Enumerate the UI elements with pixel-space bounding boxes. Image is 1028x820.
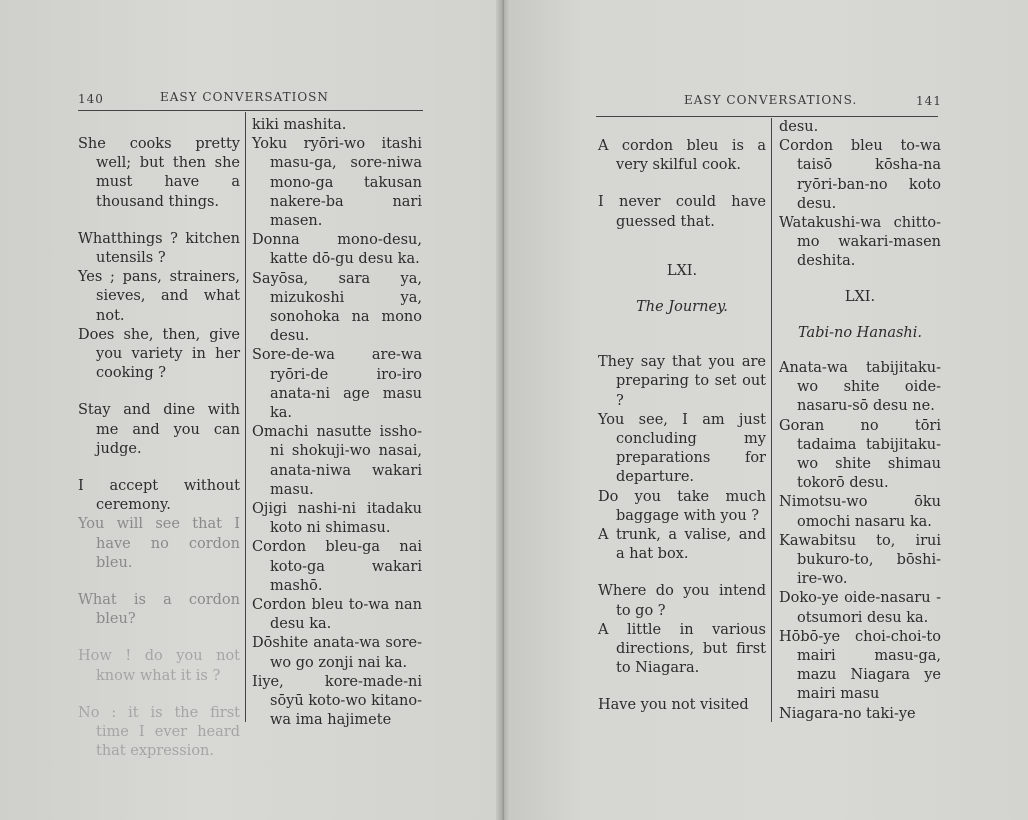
right-english-column [598,137,766,716]
lesson-title: The Journey. [636,299,728,316]
lesson-number: LXI. [844,288,876,305]
right-page-number: 141 [916,94,942,108]
english-line: What is a cordon bleu? [78,592,240,628]
left-english-column [78,135,240,761]
left-running-head: EASY CONVERSATIOSN [160,90,329,104]
japanese-line: Anata-wa tabijitaku-wo shite oide-nasaru-sō desu ne. [779,360,941,415]
japanese-line: Ojigi nashi-ni itadaku koto ni shimasu. [252,501,422,537]
japanese-line: Hōbō-ye choi-choi-to mairi masu-ga, mazu Niagara ye mairi masu [779,628,941,703]
english-line: You see, I am just concluding my preparations for departure. [598,411,766,486]
book-gutter [496,0,510,820]
english-line: No : it is the first time I ever heard that expression. [78,704,240,760]
right-japanese-column [779,118,941,724]
japanese-line: Sore-de-wa are-wa ryōri-de iro-iro anata-ni age masu ka. [252,347,422,422]
english-line: You will see that I have no cordon bleu. [78,516,240,571]
japanese-line: Watakushi-wa chitto-mo wakari-masen deshita. [779,215,941,270]
english-line: I never could have guessed that. [598,194,766,230]
right-running-head: EASY CONVERSATIONS. [684,93,858,107]
left-column-divider [245,112,246,722]
english-line: How ! do you not know what it is ? [78,648,240,684]
english-line: She cooks pretty well; but then she must have a thousand things. [78,136,240,210]
english-line: Does she, then, give you variety in her cooking ? [78,326,240,382]
english-line: I accept without ceremony. [78,478,240,514]
right-column-divider [771,118,772,722]
english-line: Stay and dine with me and you can judge. [78,402,240,457]
lesson-number: LXI. [666,262,698,279]
japanese-line: Goran no tōri tadaima tabijitaku-wo shite shimau tokorō desu. [779,417,941,492]
japanese-line: Iiye, kore-made-ni sōyū koto-wo kitano-wa ima hajimete [252,673,422,729]
english-line: Have you not visited [598,697,749,714]
japanese-line: Niagara-no taki-ye [779,705,916,722]
left-page [0,0,502,820]
japanese-line: Cordon bleu to-wa taisō kōsha-na ryōri-ban-no koto desu. [779,138,941,212]
english-line: A cordon bleu is a very skilful cook. [598,138,766,174]
left-page-number: 140 [78,92,104,106]
left-header-rule [78,110,423,111]
right-header-rule [596,116,938,117]
japanese-line: Donna mono-desu, katte dō-gu desu ka. [252,232,422,268]
japanese-line: Sayōsa, sara ya, mizukoshi ya, sonohoka na mono desu. [252,270,422,345]
english-line: A little in various directions, but first to Niagara. [598,621,766,677]
japanese-line: Doko-ye oide-nasaru -otsumori desu ka. [779,590,941,626]
japanese-line: Yoku ryōri-wo itashi masu-ga, sore-niwa mono-ga takusan nakere-ba nari masen. [252,136,422,230]
english-line: Where do you intend to go ? [598,583,766,619]
japanese-line: kiki mashita. [252,117,347,133]
japanese-line: Cordon bleu to-wa nan desu ka. [252,597,422,633]
japanese-line: Dōshite anata-wa sore-wo go zonji nai ka. [252,635,422,671]
japanese-line: Kawabitsu to, irui bukuro-to, bōshi-ire-wo. [779,532,941,588]
english-line: Whatthings ? kitchen utensils ? [78,230,240,267]
left-japanese-column [252,116,422,731]
english-line: Do you take much baggage with you ? [598,488,766,524]
lesson-title: Tabi-no Hanashi. [798,324,922,341]
japanese-line: desu. [779,119,819,135]
japanese-line: Omachi nasutte issho-ni shokuji-wo nasai, anata-niwa wakari masu. [252,424,422,498]
english-line: Yes ; pans, strainers, sieves, and what not. [78,269,240,324]
right-page [506,0,1028,820]
japanese-line: Cordon bleu-ga nai koto-ga wakari mashō. [252,539,422,594]
english-line: A trunk, a valise, and a hat box. [598,527,766,563]
japanese-line: Nimotsu-wo ōku omochi nasaru ka. [779,494,941,530]
english-line: They say that you are preparing to set out ? [598,354,766,409]
